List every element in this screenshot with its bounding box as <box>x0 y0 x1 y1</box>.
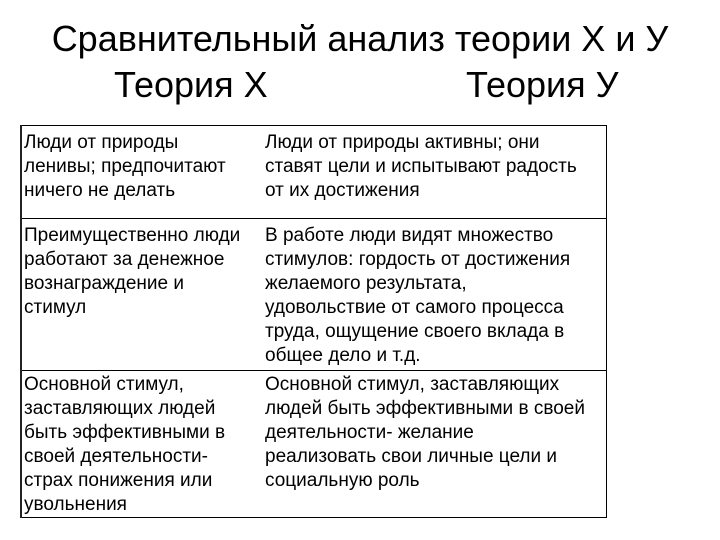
table-row <box>21 126 607 219</box>
cell-line: реализовать свои личные цели и <box>265 446 558 467</box>
cell-line: Люди от природы активны; они <box>265 132 540 153</box>
cell-line: ленивы; предпочитают <box>24 156 226 177</box>
cell-line: Основной стимул, заставляющих <box>265 374 560 395</box>
cell-line: Основной стимул, <box>24 374 184 395</box>
table-row <box>21 371 607 518</box>
cell-line: Люди от природы <box>24 132 179 153</box>
theory-y-cell <box>264 371 607 518</box>
theory-x-cell <box>21 219 264 371</box>
cell-line: быть эффективными в <box>24 422 226 443</box>
cell-line: работают за денежное <box>24 249 225 270</box>
cell-line: деятельности- желание <box>265 422 474 443</box>
cell-line: увольнения <box>24 494 127 515</box>
cell-line: труда, ощущение своего вклада в <box>265 321 565 342</box>
cell-line: людей быть эффективными в своей <box>265 398 585 419</box>
comparison-table <box>20 125 607 518</box>
theory-y-cell <box>264 126 607 219</box>
slide-title: Сравнительный анализ теории Х и У <box>51 18 669 59</box>
cell-line: страх понижения или <box>24 470 213 491</box>
theory-x-heading: Теория Х <box>114 64 268 105</box>
theory-y-heading: Теория У <box>466 64 619 105</box>
cell-line: ничего не делать <box>24 180 176 201</box>
cell-line: удовольствие от самого процесса <box>265 297 564 318</box>
cell-line: желаемого результата, <box>265 273 467 294</box>
cell-line: заставляющих людей <box>24 398 216 419</box>
cell-line: стимулов: гордость от достижения <box>265 249 571 270</box>
theory-x-cell <box>21 126 264 219</box>
cell-line: вознаграждение и <box>24 273 184 294</box>
cell-line: общее дело и т.д. <box>265 345 421 366</box>
cell-line: от их достижения <box>265 180 420 201</box>
theory-x-cell <box>21 371 264 518</box>
table-row <box>21 219 607 371</box>
cell-line: Преимущественно люди <box>24 225 241 246</box>
cell-line: стимул <box>24 297 87 318</box>
cell-line: своей деятельности- <box>24 446 208 467</box>
theory-y-cell <box>264 219 607 371</box>
cell-line: В работе люди видят множество <box>265 225 554 246</box>
cell-line: ставят цели и испытывают радость <box>265 156 577 177</box>
cell-line: социальную роль <box>265 470 420 491</box>
